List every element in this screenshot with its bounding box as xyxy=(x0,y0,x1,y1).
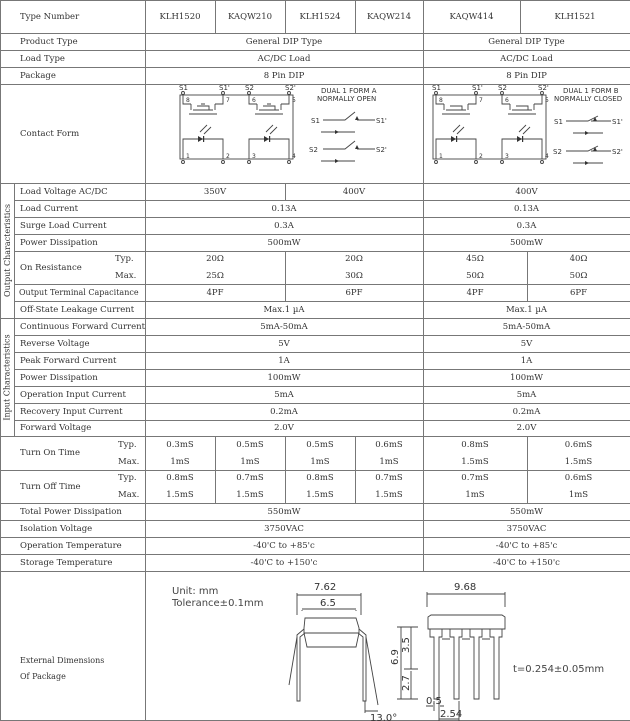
switch-label: S2' xyxy=(376,146,387,154)
thickness-text: t=0.254±0.05mm xyxy=(513,664,605,675)
dim-height-total: 6.9 xyxy=(390,649,401,665)
pin-number: 3 xyxy=(505,153,509,160)
operation-temp-label: Operation Temperature xyxy=(20,540,122,551)
on-resistance-max: 25Ω xyxy=(206,270,224,281)
isolation-voltage-label: Isolation Voltage xyxy=(20,523,93,534)
leakage-left: Max.1 µA xyxy=(263,304,305,315)
pin-number: 6 xyxy=(252,97,256,104)
row-divider xyxy=(0,571,630,572)
capacitance-label: Output Terminal Capacitance xyxy=(19,288,139,297)
turn-on-typ: 0.5mS xyxy=(306,439,334,450)
dim-angle: 13.0° xyxy=(370,713,398,721)
total-power-label: Total Power Dissipation xyxy=(20,506,122,517)
pin-number: 6 xyxy=(505,97,509,104)
dim-height-lead: 2.7 xyxy=(401,675,412,691)
input-row-label: Continuous Forward Current xyxy=(20,321,146,332)
switch-label: S1' xyxy=(612,118,623,126)
model-kaqw414: KAQW414 xyxy=(449,11,494,22)
pin-label: S1' xyxy=(219,84,230,92)
surge-current-right: 0.3A xyxy=(516,220,537,231)
storage-temp-left: -40'C to +150'c xyxy=(250,557,318,568)
output-power-label: Power Dissipation xyxy=(20,237,98,248)
input-row-label: Peak Forward Current xyxy=(20,355,117,366)
input-row-left: 5V xyxy=(278,338,290,349)
dim-lead-width: 0.5 xyxy=(426,696,442,707)
pin-label: S2' xyxy=(285,84,296,92)
input-row-right: 5V xyxy=(520,338,533,349)
turn-off-typ: 0.7mS xyxy=(375,473,403,483)
type-number-label: Type Number xyxy=(20,11,80,22)
on-resistance-typ: 45Ω xyxy=(466,254,484,264)
turn-on-typ: 0.3mS xyxy=(166,439,194,450)
input-section-label xyxy=(0,318,14,436)
turn-on-typ: 0.6mS xyxy=(375,439,403,450)
load-voltage-v1: 350V xyxy=(203,186,227,197)
turn-on-max: 1mS xyxy=(379,456,399,467)
product-type-right: General DIP Type xyxy=(488,36,565,47)
switch-label: S1 xyxy=(554,118,563,126)
input-row-left: 5mA xyxy=(274,389,294,400)
input-row-label: Recovery Input Current xyxy=(20,406,123,417)
turn-off-max: 1.5mS xyxy=(166,489,194,500)
leakage-label: Off-State Leakage Current xyxy=(20,304,135,315)
on-resistance-typ: 20Ω xyxy=(206,254,224,264)
form-a-subtitle: NORMALLY OPEN xyxy=(317,95,377,103)
pin-label: S2 xyxy=(498,84,507,92)
pin-number: 8 xyxy=(439,97,443,104)
model-kaqw214: KAQW214 xyxy=(366,11,412,22)
input-section-text: Input Characteristics xyxy=(2,333,12,421)
turn-on-typ-label: Typ. xyxy=(118,439,137,450)
isolation-voltage-right: 3750VAC xyxy=(506,523,547,534)
operation-temp-left: -40'C to +85'c xyxy=(253,540,315,551)
turn-off-label: Turn Off Time xyxy=(20,481,81,492)
on-resistance-max: 50Ω xyxy=(466,270,484,281)
pin-number: 4 xyxy=(545,153,549,160)
turn-off-typ-label: Typ. xyxy=(118,473,137,483)
input-row-right: 0.2mA xyxy=(512,406,541,417)
isolation-voltage-left: 3750VAC xyxy=(264,523,304,534)
turn-off-typ: 0.8mS xyxy=(166,473,194,483)
turn-on-max: 1.5mS xyxy=(564,456,593,467)
on-resistance-label: On Resistance xyxy=(20,262,82,273)
input-row-right: 100mW xyxy=(509,372,544,383)
turn-on-typ: 0.8mS xyxy=(461,439,489,450)
turn-on-max: 1mS xyxy=(310,456,330,467)
input-row-label: Forward Voltage xyxy=(20,423,92,433)
total-power-left: 550mW xyxy=(267,506,301,517)
unit-text: Unit: mm xyxy=(172,586,219,597)
turn-off-max: 1.5mS xyxy=(306,489,334,500)
load-type-label: Load Type xyxy=(20,53,65,64)
pin-label: S1' xyxy=(472,84,483,92)
load-current-right: 0.13A xyxy=(513,203,540,214)
dim-width-inner: 6.5 xyxy=(320,598,336,609)
turn-off-max: 1.5mS xyxy=(375,489,403,500)
pin-number: 8 xyxy=(186,97,190,104)
package-left: 8 Pin DIP xyxy=(263,70,305,81)
turn-on-label: Turn On Time xyxy=(20,448,81,458)
on-resistance-typ-label: Typ. xyxy=(115,254,134,264)
pin-number: 2 xyxy=(479,153,483,160)
model-klh1520: KLH1520 xyxy=(159,11,201,22)
form-a-title: DUAL 1 FORM A xyxy=(321,87,377,95)
turn-off-typ: 0.6mS xyxy=(564,473,593,483)
model-kaqw210: KAQW210 xyxy=(227,11,273,22)
on-resistance-max-label: Max. xyxy=(115,270,137,281)
pin-number: 5 xyxy=(292,97,296,104)
on-resistance-max: 30Ω xyxy=(345,270,363,281)
pin-number: 3 xyxy=(252,153,256,160)
pin-number: 7 xyxy=(479,97,483,104)
load-voltage-label: Load Voltage AC/DC xyxy=(20,186,108,197)
turn-off-max-label: Max. xyxy=(118,489,140,500)
tolerance-text: Tolerance±0.1mm xyxy=(172,598,264,609)
pin-label: S2' xyxy=(538,84,549,92)
pin-number: 7 xyxy=(226,97,230,104)
turn-off-max: 1.5mS xyxy=(236,489,264,500)
turn-on-max: 1mS xyxy=(240,456,260,467)
product-type-label: Product Type xyxy=(20,36,78,47)
capacitance-value: 6PF xyxy=(569,287,588,298)
switch-label: S1 xyxy=(311,117,320,125)
pin-label: S1 xyxy=(179,84,188,92)
input-row-right: 2.0V xyxy=(516,423,537,433)
pin-label: S1 xyxy=(432,84,441,92)
load-current-left: 0.13A xyxy=(271,203,297,214)
input-row-left: 5mA-50mA xyxy=(260,321,308,332)
load-current-label: Load Current xyxy=(20,203,78,214)
pin-number: 5 xyxy=(545,97,549,104)
product-type-left: General DIP Type xyxy=(245,36,323,47)
pin-number: 4 xyxy=(292,153,296,160)
input-row-left: 100mW xyxy=(267,372,301,383)
input-row-label: Reverse Voltage xyxy=(20,338,90,349)
turn-on-typ: 0.5mS xyxy=(236,439,264,450)
turn-off-typ: 0.7mS xyxy=(236,473,264,483)
switch-label: S2 xyxy=(309,146,318,154)
turn-on-max-label: Max. xyxy=(118,456,140,467)
load-voltage-v3: 400V xyxy=(515,186,538,197)
capacitance-value: 6PF xyxy=(345,287,363,298)
capacitance-value: 4PF xyxy=(466,287,484,298)
on-resistance-max: 50Ω xyxy=(569,270,588,281)
input-row-left: 0.2mA xyxy=(270,406,298,417)
package-right: 8 Pin DIP xyxy=(506,70,547,81)
output-power-left: 500mW xyxy=(267,237,301,248)
surge-current-left: 0.3A xyxy=(274,220,294,231)
on-resistance-typ: 20Ω xyxy=(345,254,363,264)
load-voltage-v2: 400V xyxy=(342,186,366,197)
turn-off-typ: 0.7mS xyxy=(461,473,489,483)
output-power-right: 500mW xyxy=(509,237,544,248)
contact-form-label: Contact Form xyxy=(20,128,80,139)
turn-off-max: 1mS xyxy=(465,489,485,500)
dim-height-body: 3.5 xyxy=(401,637,412,653)
dimensions-label-2: Of Package xyxy=(20,671,66,681)
output-section-text: Output Characteristics xyxy=(2,204,12,297)
switch-label: S2 xyxy=(553,148,562,156)
model-klh1524: KLH1524 xyxy=(299,11,341,22)
contact-form-b-diagram xyxy=(423,84,630,183)
operation-temp-right: -40'C to +85'c xyxy=(495,540,558,551)
package-label: Package xyxy=(20,70,56,81)
pin-number: 1 xyxy=(439,153,443,160)
leakage-right: Max.1 µA xyxy=(505,304,548,315)
turn-off-max: 1mS xyxy=(568,489,589,500)
input-row-left: 1A xyxy=(278,355,290,366)
storage-temp-label: Storage Temperature xyxy=(20,557,113,568)
input-row-label: Power Dissipation xyxy=(20,372,98,383)
output-section-label xyxy=(0,183,14,318)
storage-temp-right: -40'C to +150'c xyxy=(493,557,560,568)
load-type-right: AC/DC Load xyxy=(500,53,553,64)
turn-off-typ: 0.8mS xyxy=(306,473,334,483)
surge-current-label: Surge Load Current xyxy=(20,220,107,231)
input-row-right: 1A xyxy=(520,355,533,366)
form-b-title: DUAL 1 FORM B xyxy=(563,87,619,95)
load-type-left: AC/DC Load xyxy=(257,53,311,64)
dim-length: 9.68 xyxy=(454,582,477,593)
input-row-right: 5mA-50mA xyxy=(502,321,551,332)
pin-label: S2 xyxy=(245,84,254,92)
pin-number: 1 xyxy=(186,153,190,160)
input-row-label: Operation Input Current xyxy=(20,389,126,400)
total-power-right: 550mW xyxy=(509,506,544,517)
turn-on-max: 1.5mS xyxy=(461,456,489,467)
turn-on-typ: 0.6mS xyxy=(564,439,593,450)
input-row-left: 2.0V xyxy=(274,423,294,433)
switch-label: S2' xyxy=(612,148,623,156)
dim-pitch: 2.54 xyxy=(440,709,463,720)
model-klh1521: KLH1521 xyxy=(554,11,596,22)
switch-label: S1' xyxy=(376,117,387,125)
contact-form-a-diagram xyxy=(145,84,423,183)
dimensions-label-1: External Dimensions xyxy=(20,655,105,665)
on-resistance-typ: 40Ω xyxy=(569,254,588,264)
input-row-right: 5mA xyxy=(516,389,537,400)
package-drawing xyxy=(280,575,520,721)
capacitance-value: 4PF xyxy=(206,287,224,298)
form-b-subtitle: NORMALLY CLOSED xyxy=(554,95,623,103)
dim-width-outer: 7.62 xyxy=(314,582,337,593)
turn-on-max: 1mS xyxy=(170,456,190,467)
pin-number: 2 xyxy=(226,153,230,160)
